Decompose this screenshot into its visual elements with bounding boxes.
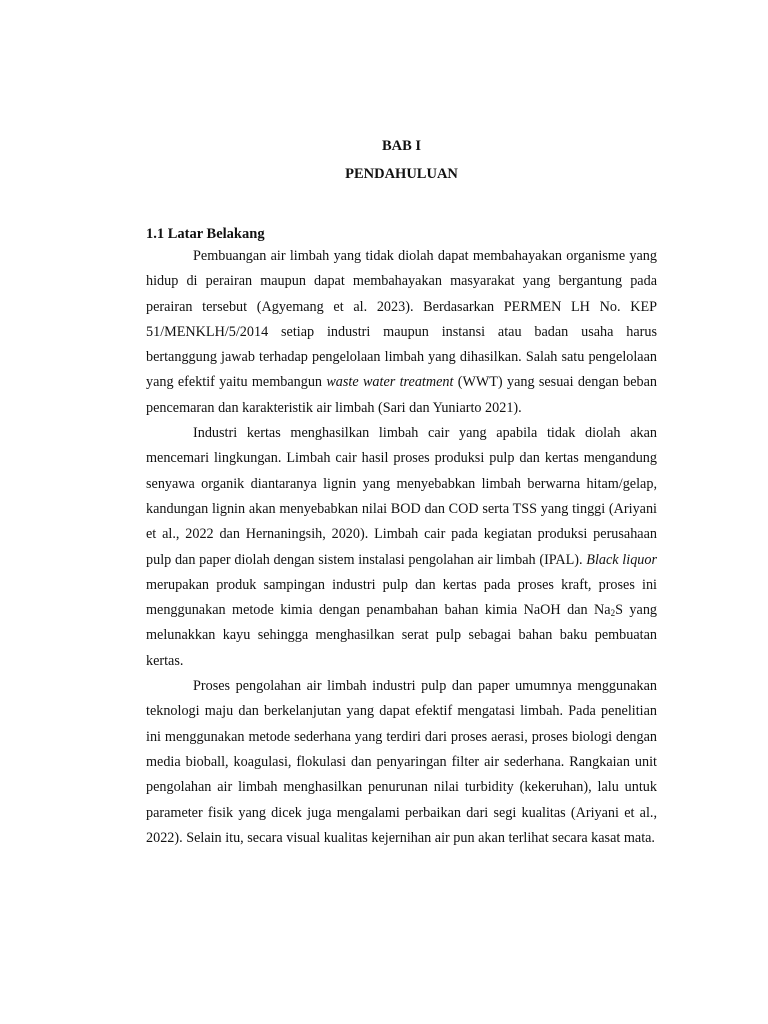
chapter-title: PENDAHULUAN (345, 166, 458, 182)
paragraph-1 (146, 244, 657, 421)
paragraph-1-text-b: (WWT) yang sesuai dengan beban pencemaran dan karakteristik air limbah (Sari dan Yuniarto 2021). (146, 374, 657, 416)
paragraph-1-italic-term: waste water treatment (326, 374, 454, 391)
paragraph-3: Proses pengolahan air limbah industri pulp dan paper umumnya menggunakan teknologi maju dan berkelanjutan yang dapat efektif mengatasi limbah. Pada penelitian ini menggunakan metode sederhana yang terdiri dari proses aerasi, proses biologi dengan media bioball, koagulasi, flokulasi dan penyaringan filter air sederhana. Rangkaian unit pengolahan air limbah menghasilkan penurunan nilai turbidity (kekeruhan), lalu untuk parameter fisik yang dicek juga mengalami perbaikan dari segi kualitas (Ariyani et al., 2022). Selain itu, secara visual kualitas kejernihan air pun akan terlihat secara kasat mata. (146, 678, 657, 846)
section-heading: 1.1 Latar Belakang (146, 226, 265, 242)
document-page (146, 136, 657, 851)
paragraph-2-text-b: merupakan produk sampingan industri pulp dan kertas pada proses kraft, proses ini menggunakan metode kimia dengan penambahan bahan kimia NaOH dan Na (146, 576, 657, 619)
chapter-number: BAB I (381, 138, 422, 154)
paragraph-2 (146, 421, 657, 674)
paragraph-1-text-a: Pembuangan air limbah yang tidak diolah dapat membahayakan organisme yang hidup di perairan maupun dapat membahayakan masyarakat yang bergantung pada perairan tersebut (Agyemang et al. 2023). Berdasarkan PERMEN LH No. KEP 51/MENKLH/5/2014 setiap industri maupun instansi atau badan usaha harus bertanggung jawab terhadap pengelolaan limbah yang dihasilkan. Salah satu pengelolaan yang efektif yaitu membangun (146, 248, 657, 391)
paragraph-2-text-a: Industri kertas menghasilkan limbah cair yang apabila tidak diolah akan mencemari lingkungan. Limbah cair hasil proses produksi pulp dan kertas mengandung senyawa organik diantaranya lignin yang menyebabkan limbah berwarna hitam/gelap, kandungan lignin akan menyebabkan nilai BOD dan COD serta TSS yang tinggi (Ariyani et al., 2022 dan Hernaningsih, 2020). Limbah cair pada kegiatan produksi perusahaan pulp dan paper diolah dengan sistem instalasi pengolahan air limbah (IPAL). (146, 425, 657, 568)
paragraph-2-text-c: S yang melunakkan kayu sehingga menghasilkan serat pulp sebagai bahan baku pembuatan kertas. (146, 602, 658, 669)
paragraph-2-subscript: 2 (610, 608, 616, 619)
paragraph-2-italic-term: Black liquor (586, 551, 657, 568)
